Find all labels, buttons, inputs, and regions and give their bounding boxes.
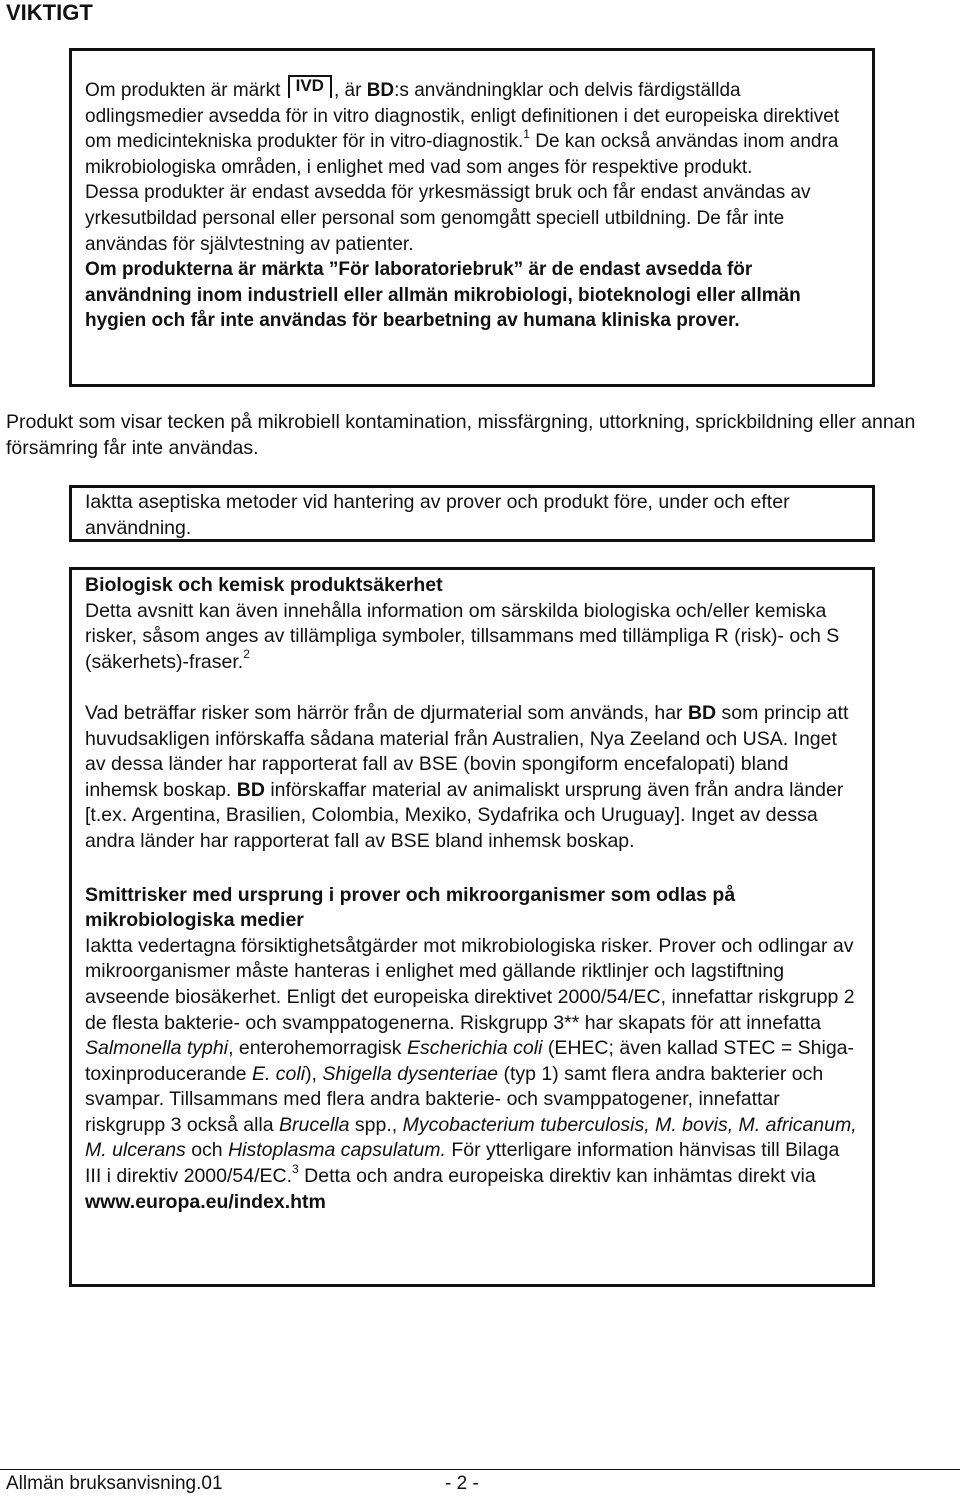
professional-use-paragraph: Dessa produkter är endast avsedda för yrkesmässigt bruk och får endast användas av yrkesutbildad personal eller personal som genomgått speciell utbildning. De får inte användas för självtestning av patienter.	[85, 182, 811, 255]
ivd-paragraph: Om produkten är märkt IVD , är BD:s användningklar och delvis färdigställda odlingsmedier avsedda för in vitro diagnostik, enligt definitionen i det europeiska direktivet om medicintekniska produkter för in vitro-diagnostik.$^1$ De kan också användas inom andra mikrobiologiska områden, i enlighet med vad som anges för respektive produkt.	[85, 76, 840, 178]
aseptic-text: Iaktta aseptiska metoder vid hantering av prover och produkt före, under och efter användning.	[85, 491, 790, 539]
footer-page-number: - 2 -	[445, 1473, 479, 1494]
ivd-symbol-icon: IVD	[288, 75, 332, 98]
aseptic-box	[69, 485, 875, 542]
footnote-ref: 1	[523, 126, 530, 141]
lab-use-paragraph: Om produkterna är märkta ”För laboratoriebruk” är de endast avsedda för användning inom industriell eller allmän mikrobiologi, bioteknologi eller allmän hygien och får inte användas för bearbetning av humana kliniska prover.	[85, 259, 801, 332]
footer-document-name: Allmän bruksanvisning.01	[6, 1473, 223, 1494]
safety-title: Biologisk och kemisk produktsäkerhet	[85, 574, 443, 596]
safety-paragraph: Detta avsnitt kan även innehålla information om särskilda biologiska och/eller kemiska risker, såsom anges av tillämpliga symboler, tillsammans med tillämpliga R (risk)- och S (säkerhets)-fraser.$^2$	[85, 599, 840, 673]
contamination-warning: Produkt som visar tecken på mikrobiell kontamination, missfärgning, uttorkning, sprickbildning eller annan försämring får inte användas.	[6, 411, 916, 459]
footnote-ref: 3	[292, 1161, 299, 1176]
important-box	[69, 48, 875, 387]
europa-link[interactable]: www.europa.eu/index.htm	[85, 1190, 326, 1213]
footnote-ref: 2	[243, 647, 250, 662]
animal-material-paragraph: Vad beträffar risker som härrör från de djurmaterial som används, har BD som princip att huvudsakligen införskaffa sådana material från Australien, Nya Zeeland och USA. Inget av dessa länder har rapporterat fall av BSE (bovin spongiform encefalopati) bland inhemsk boskap. BD införskaffar material av animaliskt ursprung även från andra länder [t.ex. Argentina, Brasilien, Colombia, Mexiko, Sydafrika och Uruguay]. Inget av dessa andra länder har rapporterat fall av BSE bland inhemsk boskap.	[85, 701, 849, 852]
page-heading: VIKTIGT	[6, 0, 93, 25]
infection-risk-paragraph: Iaktta vedertagna försiktighetsåtgärder mot mikrobiologiska risker. Prover och odlingar av mikroorganismer måste hanteras i enlighet med gällande riktlinjer och lagstiftning avseende biosäkerhet. Enligt det europeiska direktivet 2000/54/EC, innefattar riskgrupp 2 de flesta bakterie- och svamppatogenerna. Riskgrupp 3** har skapats för att innefatta Salmonella typhi, enterohemorragisk Escherichia coli (EHEC; även kallad STEC = Shiga-toxinproducerande E. coli), Shigella dysenteriae (typ 1) samt flera andra bakterier och svampar. Tillsammans med flera andra bakterie- och svamppatogener, innefattar riskgrupp 3 också alla Brucella spp., Mycobacterium tuberculosis, M. bovis, M. africanum, M. ulcerans och Histoplasma capsulatum. För ytterligare information hänvisas till Bilaga III i direktiv 2000/54/EC.$^3$ Detta och andra europeiska direktiv kan inhämtas direkt via www.europa.eu/index.htm	[85, 934, 857, 1213]
safety-box	[69, 567, 875, 1287]
footer-divider	[0, 1469, 960, 1470]
infection-risk-title: Smittrisker med ursprung i prover och mikroorganismer som odlas på mikrobiologiska medier	[85, 883, 736, 932]
